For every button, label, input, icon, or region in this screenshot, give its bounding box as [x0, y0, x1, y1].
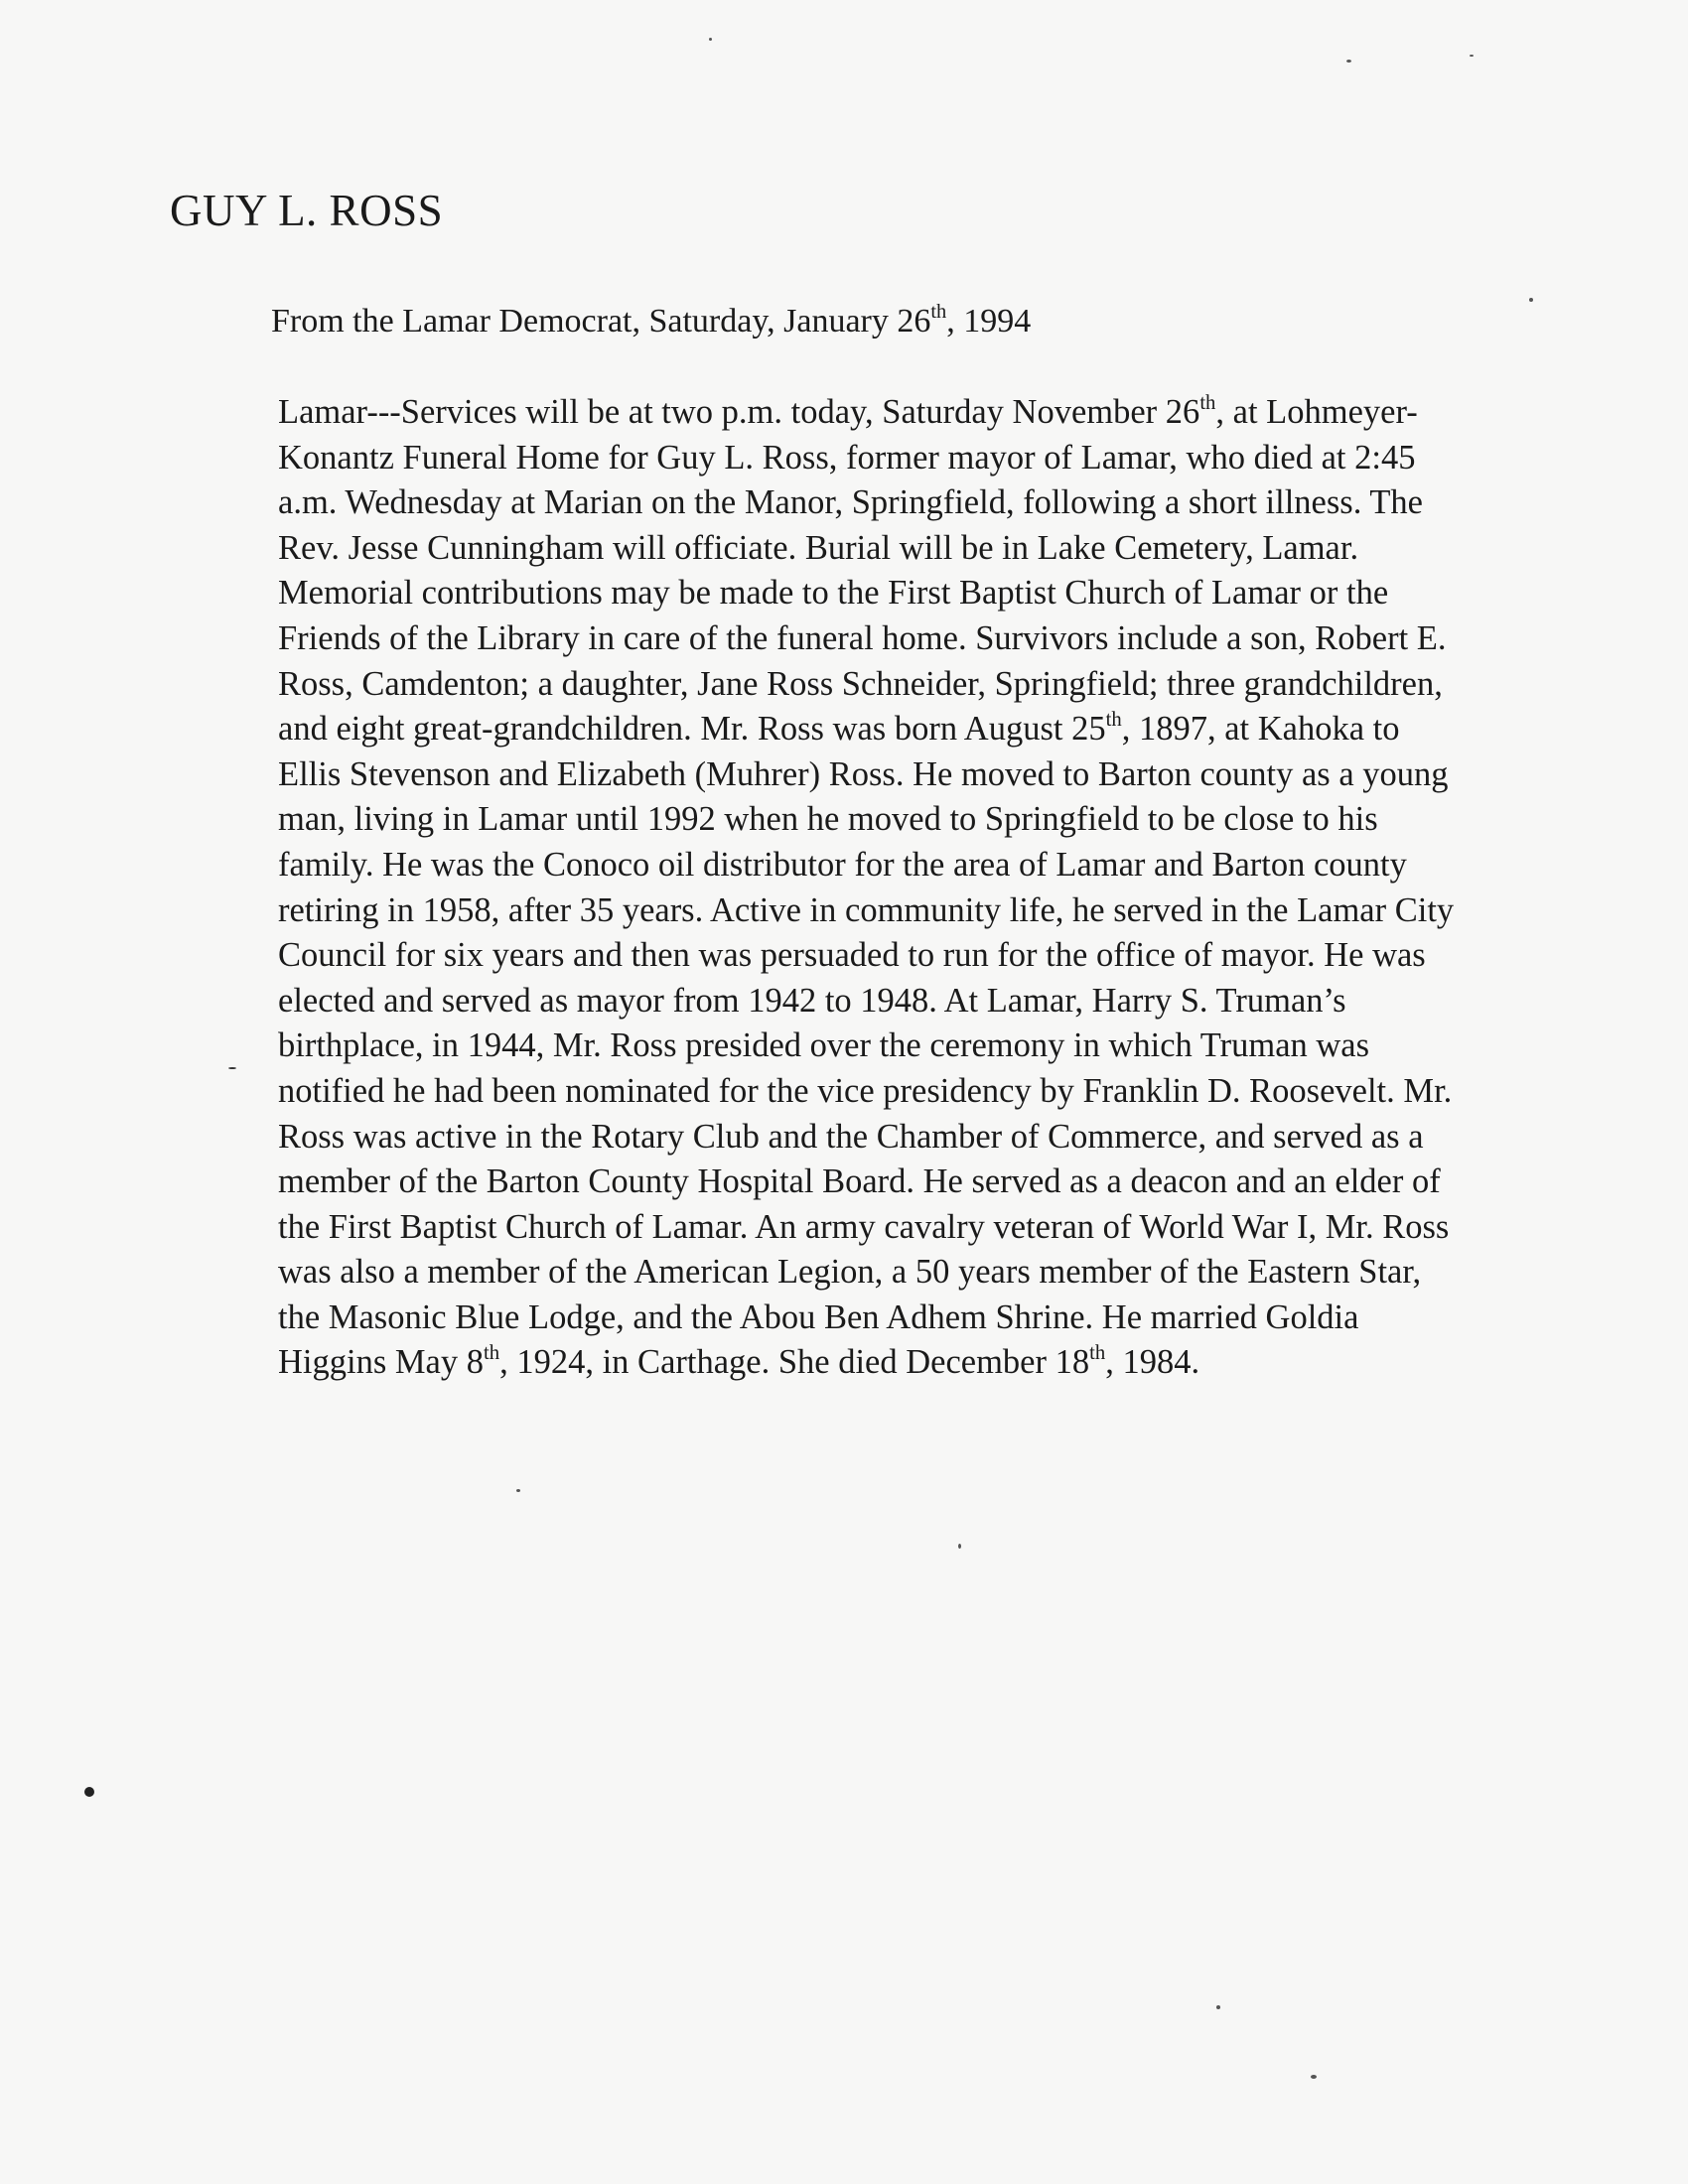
ordinal-suffix: th: [1199, 391, 1216, 414]
text-line: [278, 1205, 1658, 1251]
text-segment: the Masonic Blue Lodge, and the Abou Ben Adhem Shrine. He married Goldia: [278, 1297, 1359, 1336]
text-line: [278, 979, 1658, 1024]
text-line: [278, 571, 1658, 616]
source-ordinal-suffix: th: [930, 300, 947, 323]
text-segment: a.m. Wednesday at Marian on the Manor, Springfield, following a short illness. The: [278, 483, 1423, 522]
text-line: [278, 1160, 1658, 1205]
text-line: [278, 843, 1658, 888]
scan-speck: [84, 1787, 94, 1797]
text-segment: man, living in Lamar until 1992 when he moved to Springfield to be close to his: [278, 800, 1378, 839]
text-segment: , 1984.: [1105, 1343, 1200, 1382]
text-segment: Lamar---Services will be at two p.m. today, Saturday November 26: [278, 393, 1200, 431]
text-segment: was also a member of the American Legion, a 50 years member of the Eastern Star,: [278, 1253, 1422, 1292]
text-line: [278, 933, 1658, 979]
text-line: [278, 662, 1658, 708]
text-segment: Rev. Jesse Cunningham will officiate. Burial will be in Lake Cemetery, Lamar.: [278, 528, 1359, 567]
text-segment: Ross was active in the Rotary Club and the Chamber of Commerce, and served as a: [278, 1117, 1424, 1156]
text-segment: Council for six years and then was persuaded to run for the office of mayor. He was: [278, 936, 1426, 975]
text-segment: family. He was the Conoco oil distributor for the area of Lamar and Barton county: [278, 845, 1407, 884]
ordinal-suffix: th: [1105, 708, 1122, 731]
text-line: [278, 616, 1658, 662]
text-line: [278, 888, 1658, 934]
page-title: GUY L. ROSS: [170, 186, 444, 235]
source-line: [271, 300, 1032, 340]
text-line: [278, 436, 1658, 481]
text-line: [278, 1069, 1658, 1115]
text-segment: elected and served as mayor from 1942 to 1948. At Lamar, Harry S. Truman’s: [278, 981, 1346, 1020]
text-segment: Ellis Stevenson and Elizabeth (Muhrer) Ross. He moved to Barton county as a young: [278, 754, 1449, 793]
text-segment: , 1924, in Carthage. She died December 18: [499, 1343, 1090, 1382]
text-line: [278, 1250, 1658, 1296]
text-segment: Konantz Funeral Home for Guy L. Ross, former mayor of Lamar, who died at 2:45: [278, 438, 1416, 477]
source-text: From the Lamar Democrat, Saturday, January 26: [271, 303, 931, 340]
scan-speck: [1311, 2075, 1317, 2079]
text-segment: , at Lohmeyer-: [1215, 393, 1418, 431]
text-line: [278, 1115, 1658, 1160]
scan-speck: [516, 1489, 520, 1492]
source-year: , 1994: [946, 303, 1032, 340]
text-segment: notified he had been nominated for the vice presidency by Franklin D. Roosevelt. Mr.: [278, 1071, 1453, 1110]
text-segment: and eight great-grandchildren. Mr. Ross was born August 25: [278, 710, 1106, 749]
text-line: [278, 707, 1658, 752]
text-line: [278, 1296, 1658, 1341]
text-segment: , 1897, at Kahoka to: [1121, 710, 1400, 749]
scan-speck: [1216, 2005, 1220, 2009]
scan-speck: [1346, 60, 1351, 63]
text-line: [278, 526, 1658, 572]
text-line: [278, 1024, 1658, 1069]
scan-speck: [228, 1067, 236, 1069]
text-line: [278, 480, 1658, 526]
text-line: [278, 797, 1658, 843]
text-segment: the First Baptist Church of Lamar. An army cavalry veteran of World War I, Mr. Ross: [278, 1207, 1450, 1246]
obituary-body: [278, 390, 1658, 1386]
scan-speck: [958, 1544, 961, 1549]
ordinal-suffix: th: [1089, 1341, 1106, 1364]
text-segment: Ross, Camdenton; a daughter, Jane Ross Schneider, Springfield; three grandchildren,: [278, 664, 1443, 703]
text-line: [278, 752, 1658, 798]
text-line: [278, 1340, 1658, 1386]
scan-speck: [1470, 55, 1474, 57]
scan-speck: [1529, 298, 1533, 302]
ordinal-suffix: th: [484, 1341, 500, 1364]
text-segment: Friends of the Library in care of the funeral home. Survivors include a son, Robert E.: [278, 618, 1447, 657]
scan-speck: [709, 38, 712, 41]
text-segment: Memorial contributions may be made to the First Baptist Church of Lamar or the: [278, 574, 1389, 613]
text-segment: retiring in 1958, after 35 years. Active in community life, he served in the Lamar City: [278, 890, 1455, 929]
text-segment: birthplace, in 1944, Mr. Ross presided over the ceremony in which Truman was: [278, 1026, 1370, 1065]
text-segment: Higgins May 8: [278, 1343, 484, 1382]
text-line: [278, 390, 1658, 436]
text-segment: member of the Barton County Hospital Board. He served as a deacon and an elder of: [278, 1162, 1441, 1201]
